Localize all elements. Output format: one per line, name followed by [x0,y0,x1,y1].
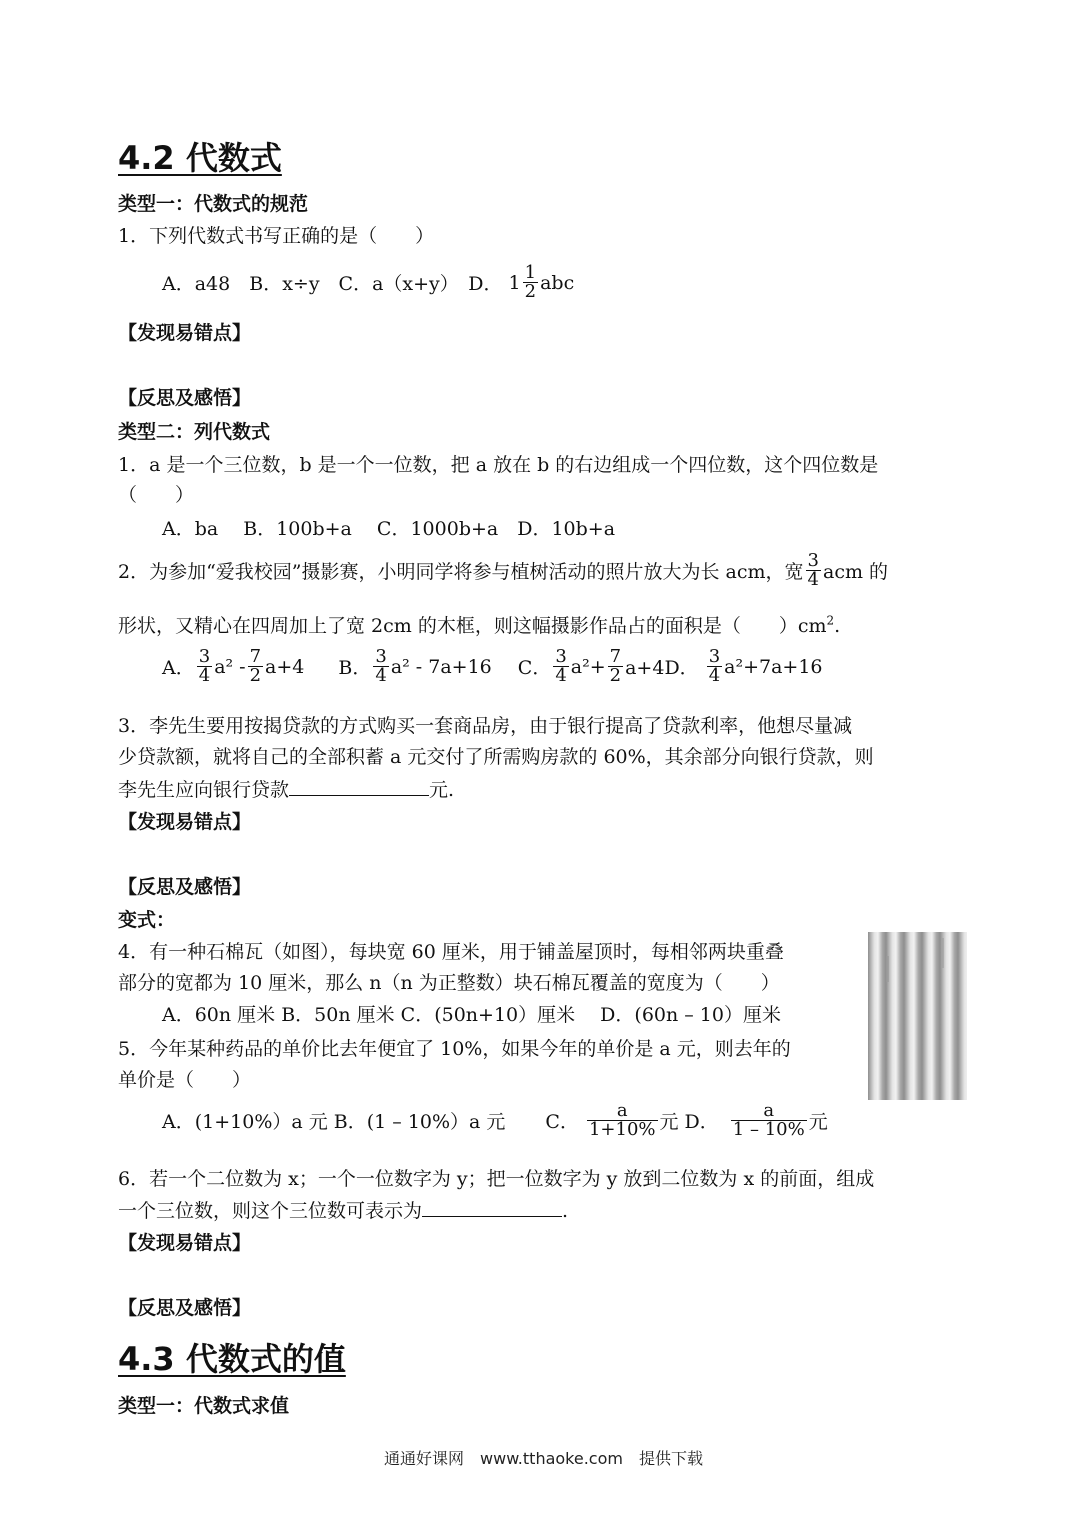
fraction-numerator: 3 [807,550,819,571]
t2-q2-opt-a-label: A． [162,657,195,679]
fraction-numerator: a [763,1100,775,1121]
t2-q2-opt-c-fraction2 [608,648,623,685]
fraction-numerator: 3 [375,646,387,667]
fraction-denominator: 2 [524,281,537,302]
reflect-label-3: 【反思及感悟】 [118,1297,252,1319]
t1-q1-d-tail: abc [540,271,575,294]
fraction-denominator: 4 [708,665,721,686]
variant-q5-opt-ab: A．(1+10%）a 元 B．(1 – 10%）a 元 [162,1111,506,1133]
page-footer: 通通好课网 www.tthaoke.com 提供下载 [384,1449,703,1468]
t2-q2-fraction [806,552,821,589]
mistake-label-3: 【发现易错点】 [118,1232,252,1254]
variant-q5-opt-c-label: C． [545,1111,579,1133]
t2-q2-opt-b-tail: a² - 7a+16 [390,655,492,678]
t2-q3-line2: 少贷款额，就将自己的全部积蓄 a 元交付了所需购房款的 60%，其余部分向银行贷款，则 [118,746,874,768]
fraction-numerator: 1 [524,262,537,283]
fraction-denominator: 4 [807,569,819,590]
t2-q3-line3-post: 元. [429,779,455,801]
variant-q6-line2 [118,1196,568,1223]
variant-q4-line2: 部分的宽都为 10 厘米，那么 n（n 为正整数）块石棉瓦覆盖的宽度为（ ） [118,972,780,994]
t2-q2-opt-c-fraction [553,648,568,685]
t2-q3-line1: 3．李先生要用按揭贷款的方式购买一套商品房，由于银行提高了贷款利率，他想尽量减 [118,715,853,737]
answer-blank[interactable] [289,777,429,796]
reflect-label-2: 【反思及感悟】 [118,876,252,898]
type-one-heading: 类型一：代数式的规范 [118,193,309,215]
fraction-numerator: 3 [708,646,721,667]
t2-q2-text-post: acm 的 [823,561,889,583]
fraction-numerator: 3 [198,646,211,667]
t2-q2-superscript: 2 [826,613,835,628]
mistake-label-2: 【发现易错点】 [118,811,252,833]
section-title-4-3: 4.3 代数式的值 [118,1340,346,1378]
fraction-numerator: 3 [555,646,567,667]
t2-q2-opt-a-tail: a+4 [265,655,305,678]
t2-q2-opt-b-fraction [373,648,388,685]
variant-q5-opt-c-fraction [587,1102,658,1139]
variant-q4-line1: 4．有一种石棉瓦（如图），每块宽 60 厘米，用于铺盖屋顶时，每相邻两块重叠 [118,941,784,963]
variant-q5-opt-d-fraction [731,1102,807,1139]
variant-q5-opt-c-unit: 元 D． [659,1111,719,1133]
fraction-denominator: 1 – 10% [732,1119,805,1140]
t2-q2-line1 [118,552,888,589]
t2-q1-options: A．ba B．100b+a C．1000b+a D．10b+a [162,518,616,540]
t2-q2-opt-c-label: C． [517,657,552,679]
t2-q2-opt-d-tail: a²+7a+16 [724,655,823,678]
fraction-denominator: 4 [198,665,211,686]
variant-q5-options [162,1102,828,1139]
t2-q2-options [162,648,823,685]
t2-q2-line2-end: . [834,615,841,637]
t2-q2-opt-a-fraction2 [248,648,263,685]
variant-q4-options: A．60n 厘米 B．50n 厘米 C．(50n+10）厘米 D．(60n – 10）厘米 [162,1004,781,1026]
t1-q1-options-abc: A．a48 B．x÷y C．a（x+y） D． [162,273,503,295]
asbestos-tile-image [868,932,967,1100]
t2-q2-opt-a-text: a² - [214,655,246,678]
answer-blank[interactable] [422,1198,562,1217]
variant-q6-line2-pre: 一个三位数，则这个三位数可表示为 [118,1200,423,1222]
sec43-type-one-heading: 类型一：代数式求值 [118,1395,290,1417]
fraction-denominator: 2 [249,665,262,686]
t2-q2-opt-c-tail: a+4D． [625,657,699,679]
t2-q1-line1: 1．a 是一个三位数，b 是一个一位数，把 a 放在 b 的右边组成一个四位数，这个四位数是 [118,454,879,476]
t2-q2-opt-d-fraction [707,648,722,685]
t2-q3-line3-pre: 李先生应向银行贷款 [118,779,290,801]
t2-q1-line2: （ ） [118,484,195,506]
fraction-numerator: a [616,1100,628,1121]
fraction-denominator: 4 [375,665,387,686]
variant-heading: 变式： [118,909,176,931]
section-title-4-2: 4.2 代数式 [118,139,282,177]
fraction-denominator: 2 [609,665,622,686]
t2-q3-line3 [118,775,454,802]
t1-q1-options [162,264,574,301]
asbestos-tile-graphic [868,932,967,1100]
variant-q5-line1: 5．今年某种药品的单价比去年便宜了 10%，如果今年的单价是 a 元，则去年的 [118,1038,791,1060]
fraction-numerator: 7 [249,646,262,667]
fraction-denominator: 1+10% [588,1119,656,1140]
variant-q6-line2-post: . [562,1200,569,1222]
variant-q5-line2: 单价是（ ） [118,1069,252,1091]
t2-q2-opt-c-text: a²+ [570,655,606,678]
t2-q2-line2-text: 形状，又精心在四周加上了宽 2cm 的木框，则这幅摄影作品占的面积是（ ）cm [118,615,827,637]
t2-q2-opt-b-label: B． [338,657,372,679]
t2-q2-text-pre: 2．为参加“爱我校园”摄影赛，小明同学将参与植树活动的照片放大为长 acm，宽 [118,561,804,583]
t1-q1-d-whole: 1 [508,271,521,294]
variant-q5-opt-d-unit: 元 [808,1111,828,1133]
mistake-label-1: 【发现易错点】 [118,322,252,344]
reflect-label-1: 【反思及感悟】 [118,387,252,409]
t1-question-1: 1．下列代数式书写正确的是（ ） [118,225,435,247]
type-two-heading: 类型二：列代数式 [118,421,271,443]
t1-q1-d-fraction [523,264,538,301]
fraction-denominator: 4 [555,665,567,686]
fraction-numerator: 7 [609,646,622,667]
t2-q2-line2 [118,611,840,638]
t2-q2-opt-a-fraction [197,648,212,685]
variant-q6-line1: 6．若一个二位数为 x；一个一位数字为 y；把一位数字为 y 放到二位数为 x 的前面，组成 [118,1168,875,1190]
